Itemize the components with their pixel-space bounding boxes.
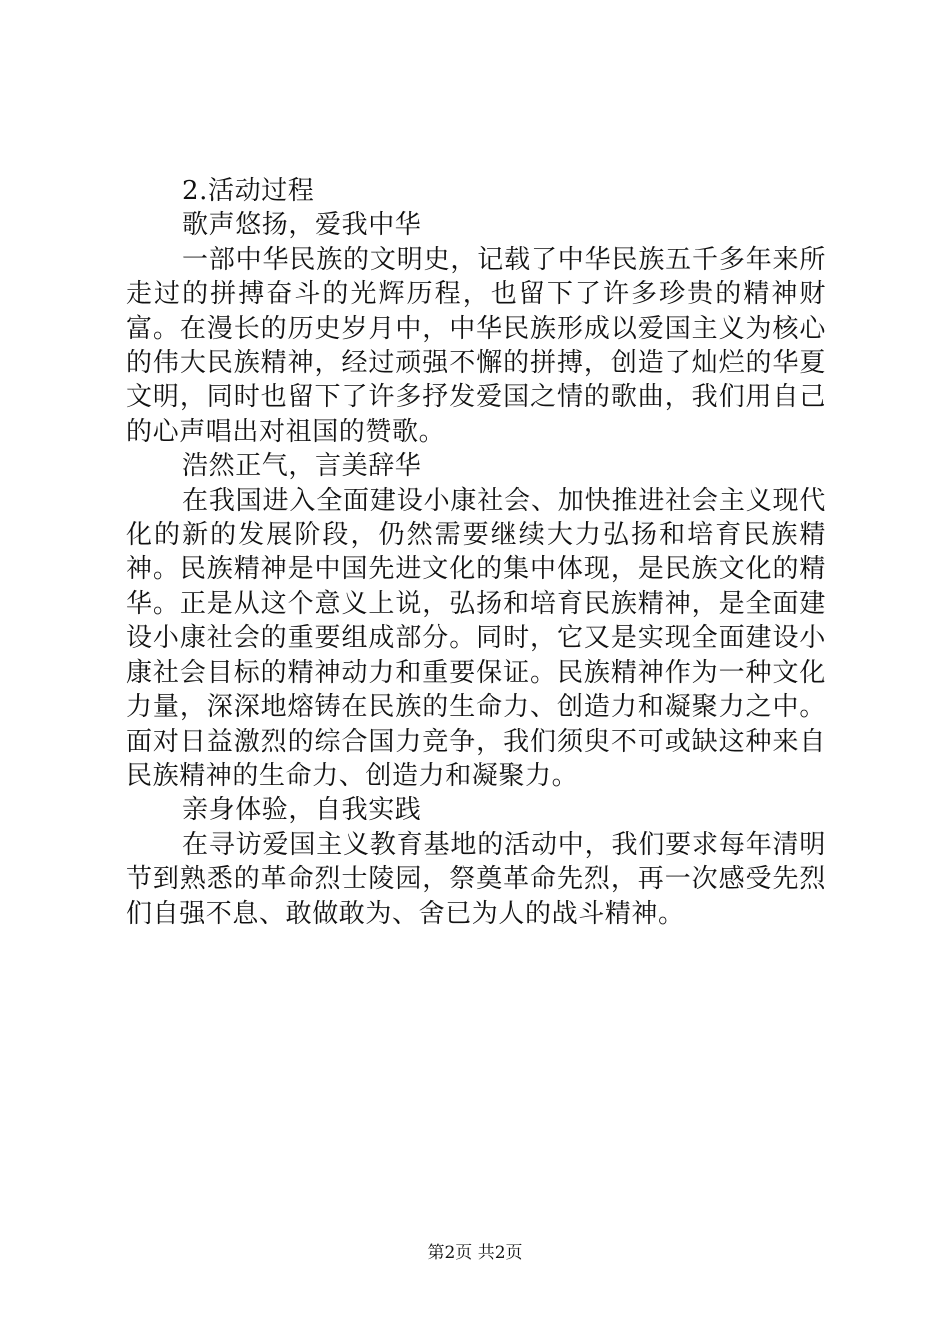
subheading-songs: 歌声悠扬，爱我中华	[182, 210, 422, 241]
page-number-footer: 第2页 共2页	[427, 1243, 523, 1263]
subheading-spirit: 浩然正气，言美辞华	[182, 451, 422, 482]
paragraph-practice: 在寻访爱国主义教育基地的活动中，我们要求每年清明节到熟悉的革命烈士陵园，祭奠革命先烈，再一次感受先烈们自强不息、敢做敢为、舍已为人的战斗精神。	[126, 829, 826, 929]
paragraph-songs: 一部中华民族的文明史，记载了中华民族五千多年来所走过的拼搏奋斗的光辉历程，也留下了许多珍贵的精神财富。在漫长的历史岁月中，中华民族形成以爱国主义为核心的伟大民族精神，经过顽强不懈的拼搏，创造了灿烂的华夏文明，同时也留下了许多抒发爱国之情的歌曲，我们用自己的心声唱出对祖国的赞歌。	[126, 244, 826, 447]
subheading-practice: 亲身体验，自我实践	[182, 795, 422, 826]
document-body	[126, 174, 826, 931]
paragraph-spirit: 在我国进入全面建设小康社会、加快推进社会主义现代化的新的发展阶段，仍然需要继续大力弘扬和培育民族精神。民族精神是中国先进文化的集中体现，是民族文化的精华。正是从这个意义上说，弘扬和培育民族精神，是全面建设小康社会的重要组成部分。同时，它又是实现全面建设小康社会目标的精神动力和重要保证。民族精神作为一种文化力量，深深地熔铸在民族的生命力、创造力和凝聚力之中。面对日益激烈的综合国力竞争，我们须臾不可或缺这种来自民族精神的生命力、创造力和凝聚力。	[126, 485, 826, 791]
section-heading: 2.活动过程	[182, 176, 315, 206]
